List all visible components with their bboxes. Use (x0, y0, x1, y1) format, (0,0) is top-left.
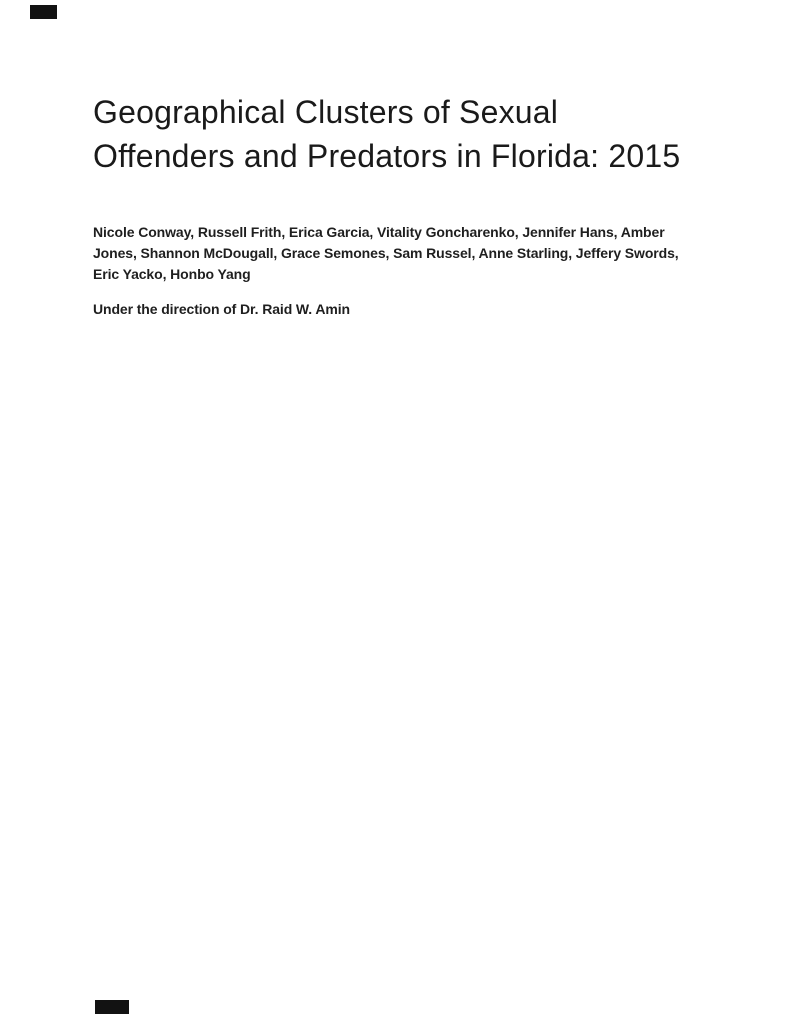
author-list-line-2: Jones, Shannon McDougall, Grace Semones, Sam Russel, Anne Starling, Jeffery Swords, (93, 245, 679, 261)
paper-title-line-1: Geographical Clusters of Sexual (93, 94, 559, 130)
author-list (93, 222, 679, 285)
paper-title-line-2: Offenders and Predators in Florida: 2015 (93, 138, 681, 174)
author-list-line-3: Eric Yacko, Honbo Yang (93, 266, 251, 282)
scan-artifact-top (30, 5, 57, 19)
supervision-note: Under the direction of Dr. Raid W. Amin (93, 301, 350, 317)
scan-artifact-bottom (95, 1000, 129, 1014)
paper-title (93, 90, 680, 178)
author-list-line-1: Nicole Conway, Russell Frith, Erica Garcia, Vitality Goncharenko, Jennifer Hans, Amber (93, 224, 665, 240)
